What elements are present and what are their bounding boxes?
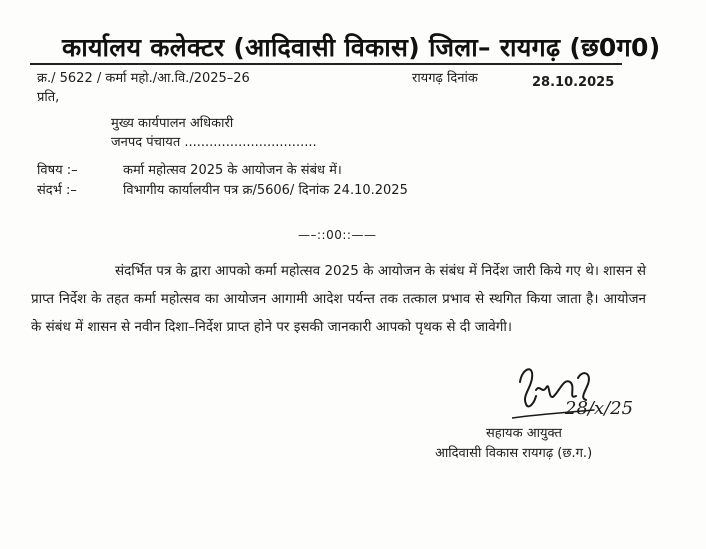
recipient-office: जनपद पंचायत ................................ — [111, 135, 317, 150]
subject-text: कर्मा महोत्सव 2025 के आयोजन के संबंध में। — [123, 163, 342, 178]
reference-row — [37, 181, 408, 201]
subject-row — [37, 161, 408, 181]
subject-block — [37, 161, 408, 201]
recipient-designation: मुख्य कार्यपालन अधिकारी — [111, 116, 234, 131]
reference-text: विभागीय कार्यालयीन पत्र क्र/5606/ दिनांक 24.10.2025 — [123, 183, 408, 198]
signatory-designation: सहायक आयुक्त — [486, 426, 562, 441]
reference-number: क्र./ 5622 / कर्मा महो./आ.वि./2025–26 — [37, 71, 250, 86]
handwritten-signature — [512, 360, 652, 430]
prati-label: प्रति, — [37, 90, 60, 105]
recipient-block — [111, 114, 317, 152]
letter-date: 28.10.2025 — [532, 75, 615, 90]
separator: —–::00::—— — [298, 228, 377, 242]
letterhead-rule — [30, 63, 622, 65]
body-paragraph: संदर्भित पत्र के द्वारा आपको कर्मा महोत्सव 2025 के आयोजन के संबंध में निर्देश जारी किये गए थे। शासन से प्राप्त निर्देश के तहत कर्मा महोत्सव का आयोजन आगामी आदेश पर्यन्त तक तत्काल प्रभाव से स्थगित किया जाता है। आयोजन के संबंध में शासन से नवीन दिशा–निर्देश प्राप्त होने पर इसकी जानकारी आपको पृथक से दी जावेगी। — [31, 263, 646, 335]
reference-label: संदर्भ :– — [37, 183, 77, 198]
letterhead-title: कार्यालय कलेक्टर (आदिवासी विकास) जिला– रायगढ़ (छ0ग0) — [62, 33, 661, 62]
subject-label: विषय :– — [37, 163, 78, 178]
handwritten-date: 28/x/25 — [565, 398, 634, 419]
place-date-label: रायगढ़ दिनांक — [412, 71, 478, 86]
signatory-office: आदिवासी विकास रायगढ़ (छ.ग.) — [435, 446, 593, 461]
